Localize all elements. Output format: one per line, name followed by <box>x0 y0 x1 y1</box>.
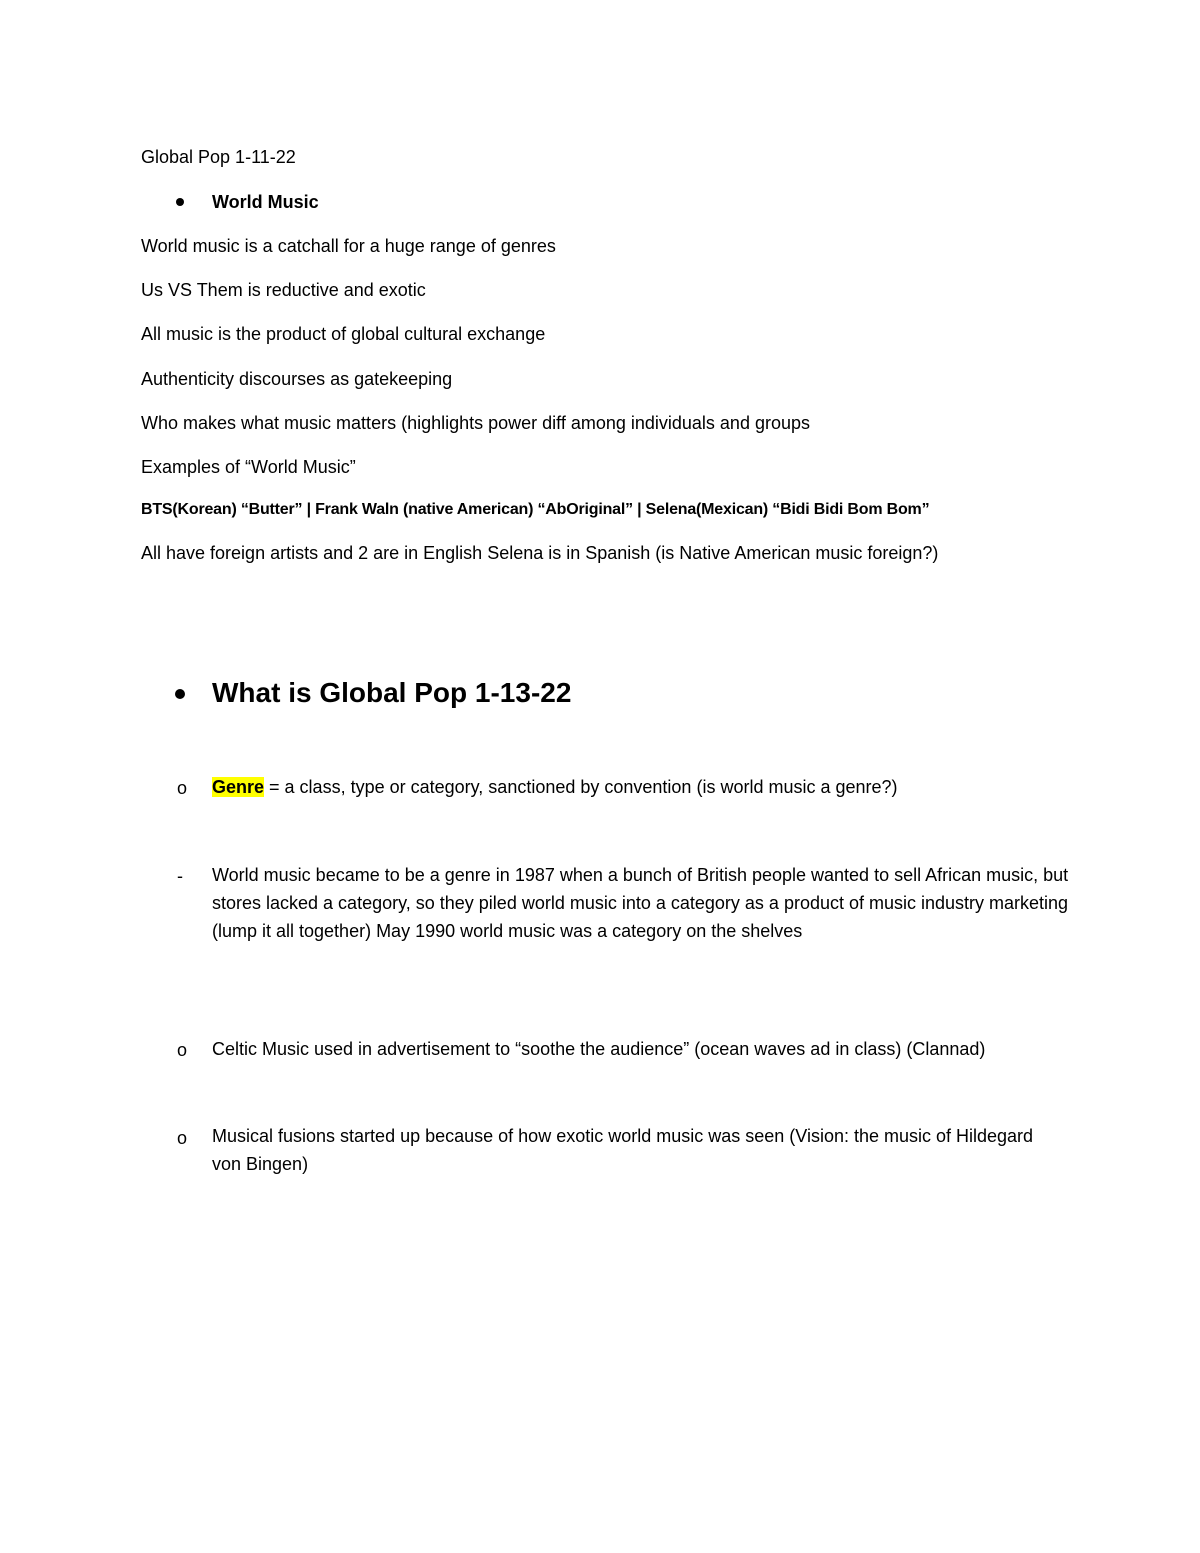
foreign-artists-line: All have foreign artists and 2 are in English Selena is in Spanish (is Native American music foreign?) <box>141 543 939 563</box>
world-music-history-item: World music became to be a genre in 1987 when a bunch of British people wanted to sell African music, but stores lacked a category, so they piled world music into a category as a product of music industry marketing (lump it all together) May 1990 world music was a category on the shelves <box>212 865 1069 941</box>
examples-line: BTS(Korean) “Butter” | Frank Waln (native American) “AbOriginal” | Selena(Mexican) “Bidi Bidi Bom Bom” <box>141 501 930 518</box>
list-marker: o <box>177 778 188 798</box>
text-line: Examples of “World Music” <box>141 457 356 477</box>
bullet-icon <box>175 689 185 699</box>
genre-term: Genre <box>212 777 265 797</box>
musical-fusions-item: Musical fusions started up because of how exotic world music was seen (Vision: the music of Hildegard von Bingen) <box>212 1126 1034 1174</box>
list-marker: o <box>177 1128 188 1148</box>
celtic-music-item: Celtic Music used in advertisement to “soothe the audience” (ocean waves ad in class) (Clannad) <box>212 1039 986 1059</box>
list-marker: o <box>177 1040 188 1060</box>
document-title: Global Pop 1-11-22 <box>141 147 296 167</box>
bullet-icon <box>176 198 184 206</box>
genre-item <box>212 776 898 798</box>
text-line: World music is a catchall for a huge range of genres <box>141 236 556 256</box>
text-line: Who makes what music matters (highlights power diff among individuals and groups <box>141 413 810 433</box>
text-line: Authenticity discourses as gatekeeping <box>141 369 453 389</box>
text-line: All music is the product of global cultural exchange <box>141 324 546 344</box>
genre-definition: = a class, type or category, sanctioned by convention (is world music a genre?) <box>264 777 898 797</box>
world-music-heading: World Music <box>212 192 319 212</box>
section-heading: What is Global Pop 1-13-22 <box>212 677 572 708</box>
list-marker: - <box>177 866 183 886</box>
text-line: Us VS Them is reductive and exotic <box>141 280 426 300</box>
